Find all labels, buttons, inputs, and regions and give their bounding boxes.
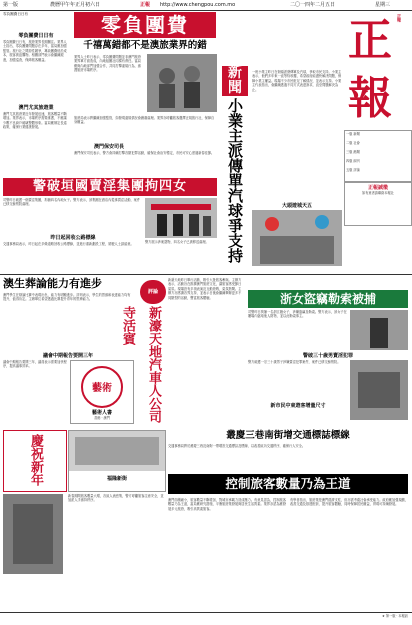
subheadline-s1: 千禧萬錯都不是澳旅業界的錯: [83, 40, 207, 51]
ad-street: [68, 430, 166, 492]
ad-yijin-sub: 香港 · 澳門: [94, 416, 110, 420]
ad-festival-title: 慶祝新年: [28, 434, 43, 486]
suspect-photo-icon: [350, 310, 408, 350]
headline-s6: 叢慶三巷南街增交通標誌標線: [226, 430, 350, 441]
infobox-line: 一版 新聞: [346, 132, 360, 136]
building-photo-icon: [3, 494, 63, 574]
footer-line: [0, 612, 412, 613]
body-text-s2: 司警昨日破獲一個賣淫集團，拘捕四名內地女子。警方表示，該集團在酒店內從事賣淫活動，案件已移交檢察院處理。: [3, 198, 141, 207]
ad-recruit-title: 正報誠徵: [367, 185, 388, 191]
infobox-line: 四版 副刊: [346, 159, 360, 163]
ad-yijin: [70, 360, 134, 424]
ad-recruit-body: 如有意者請聯絡本報社: [362, 191, 394, 195]
ad-street-title: 福隆新街: [106, 476, 127, 482]
svg-text:藝術: 藝術: [92, 383, 112, 394]
section-head-g: 警破三十歲男賣淫犯罪: [302, 353, 353, 359]
vertical-headline-s8: 新濠天地汽車人公司寺活賓: [120, 306, 161, 423]
headline-s3: 澳生葬論能力有進步: [3, 277, 102, 290]
tag-s4: 新聞: [222, 66, 248, 96]
photo-s5: [350, 310, 408, 350]
street-leaflet-photo-icon: [252, 210, 342, 266]
body-text-g: 警方破獲一宗三十歲男子涉嫌賣淫犯罪案件，案件已移交檢察院。: [248, 360, 341, 364]
badge-s8: 評論: [140, 280, 166, 304]
page-number: 第一版: [3, 2, 19, 8]
body-text-f: 議會中期報告要開三年，議員表示需要加快程序，提高議事效率。: [3, 360, 67, 369]
masthead-side-strip: 正報: [397, 14, 402, 22]
ad-yijin-title: 藝術人書: [91, 410, 112, 416]
footer-note: ★ 第一版 · 本報訊: [381, 614, 408, 618]
body-text-s5: 司警昨日拘捕一名浙江籍女子，涉嫌盜竊及勒索。警方表示，該女子在賭場內盜取他人財物，並以此勒索事主。: [248, 310, 347, 319]
weekday: 星期三: [375, 2, 391, 8]
section-head-f: 議會中期報告要開三年: [42, 353, 93, 359]
infobox-line: 三版 港聞: [346, 150, 360, 154]
caption-s2: 警方展示涉案證物，四名女子已被移送處理。: [145, 240, 209, 244]
headline-s2: 警破垣國賣淫集團拘四女: [3, 178, 217, 196]
masthead-top: 正: [348, 15, 392, 66]
body-text-d: 交通事務局表示，昨日起在多條道路回收公路標線，並進行重新劃設工程，駕駛人士請留意。: [3, 242, 134, 246]
photo-bottom: [3, 494, 63, 574]
body-text-s1b: 旅遊局表示將繼續加強監管，如發現違規情況會嚴肅處理。業界亦呼籲旅客選擇正規旅行社，保障自身權益。: [74, 116, 215, 125]
intro-text: 零負團費日日有: [3, 12, 29, 16]
infobox-line: 二版 社會: [346, 141, 360, 145]
vertical-headline-s4: 小業主派傳單汽球爭支持: [226, 98, 244, 263]
headline-s5: 浙女盜竊勒索被捕: [248, 290, 408, 308]
body-text-b: 澳門尤其旅遊業近年發展迅速，旅客數量不斷增加。業界表示，市場秩序需要維護，不應讓少數不良商戶破壞整體形象。當局應制定長遠政策，確保行業健康發展。: [3, 112, 67, 130]
body-text-s6: 交通事務局將於叢慶三巷及南街一帶增設交通標誌及標線，以改善區內交通秩序，確保行人安全。: [168, 444, 306, 448]
body-text-c: 澳門保安司長表示，警方會持續打擊各類犯罪活動，確保社會治安穩定，市民可安心度過新春佳節。: [74, 151, 215, 155]
issue-date: 二〇一四年二月五日: [290, 2, 336, 8]
lunar-date: 農曆甲午年正月初六日: [50, 2, 101, 8]
masthead-bottom: 報: [348, 73, 392, 124]
headline-s7: 控制旅客數量乃為王道: [168, 474, 408, 494]
photo-s1: [147, 54, 217, 112]
body-text-s7b: 有學者指出，旅遊業是澳門經濟支柱，但亦需考慮社會承受能力。政府應加強規劃，改善交通及基建配套，提升旅客體驗，同時保障居民權益，實現可持續發展。: [290, 498, 408, 507]
section-head-e: 大頭遊城天五: [281, 203, 312, 209]
evidence-photo-icon: [350, 360, 408, 420]
section-head-d: 昨日起回收公路標線: [50, 235, 96, 241]
tour-group-photo-icon: [147, 54, 217, 112]
body-text-bottom-left: 新春期間旅客數量大增，各區人流密集，警方呼籲旅客注意安全，並加派人手維持秩序。: [68, 494, 164, 503]
section-head-a: 零負團費日日有: [18, 33, 54, 39]
body-text-a: 零負團費日日有，旅遊業界長期關注。業界人士指出，零負團費問題存在多年，當局應加強監管。旅行社之間惡性競爭，導致團費低於成本，旅客被迫購物。相關部門表示會繼續跟進，加強巡查，保障旅客權益。: [3, 40, 67, 62]
ad-festival: [3, 430, 67, 492]
photo-s4: [252, 210, 342, 266]
body-text-s1: 業界人士昨日表示，零負團費問題並非澳門旅遊業界單方面造成，內地組團社同樣有責任。當局應與內地部門加強合作，共同打擊違規行為，維護旅遊市場秩序。: [74, 55, 141, 73]
infobox-line: 五版 評論: [346, 168, 360, 172]
infobox: [344, 130, 412, 182]
section-head-h: 新市民中東遊客增量尺寸: [270, 403, 326, 409]
ad-recruit: [344, 182, 412, 226]
body-text-s8: 新濠天地昨日舉行活動，吸引大批旅客參與。主辦方表示，活動旨在推廣澳門旅遊文化，讓旅客感受節日氣氛。現場設有多項表演及互動遊戲，氣氛熱鬧。主辦方亦感謝各界支持，並表示日後會繼續舉辦更多不同類型的活動，豐富旅客體驗。: [168, 278, 242, 300]
divider-line: [0, 274, 412, 275]
site-url[interactable]: http://www.chengpou.com.mo: [160, 2, 236, 8]
arrested-women-photo-icon: [145, 198, 217, 238]
paper-name-small: 正報: [140, 2, 151, 8]
body-text-s7: 澳門面積細小，旅客數量不斷增加，對城市承載力造成壓力。有意見認為，控制旅客數量乃為王道，當局應研究措施，平衡旅遊業發展與居民生活質素。業界亦認為應發展多元旅遊，吸引高質素旅客。: [168, 498, 286, 511]
top-bar: [0, 0, 412, 11]
headline-s1: 零負團費: [74, 12, 216, 38]
shopfront-photo-icon: [69, 431, 165, 471]
section-head-c: 澳門保安司長: [93, 144, 124, 150]
section-head-b: 澳門尤其旅遊業: [18, 105, 54, 111]
body-text-s3: 澳門學生在辯論比賽中表現出色，能力有明顯進步。評判表示，學生的思維和表達能力均有提升，值得肯定。主辦單位希望透過比賽提升青年的思辨能力。: [3, 293, 131, 302]
photo-s2: [145, 198, 217, 238]
body-text-s4: 一班小業主昨日在街頭派發傳單及汽球，爭取市民支持。小業主表示，他們多年來一直等待收樓，希望政府能盡快解決問題，保障小業主權益。現場不少市民駐足了解情況，並表示支持。小業主代表指出，會繼續透過不同方式表達訴求，直至問題解決為止。: [252, 70, 342, 92]
photo-g: [350, 360, 408, 420]
